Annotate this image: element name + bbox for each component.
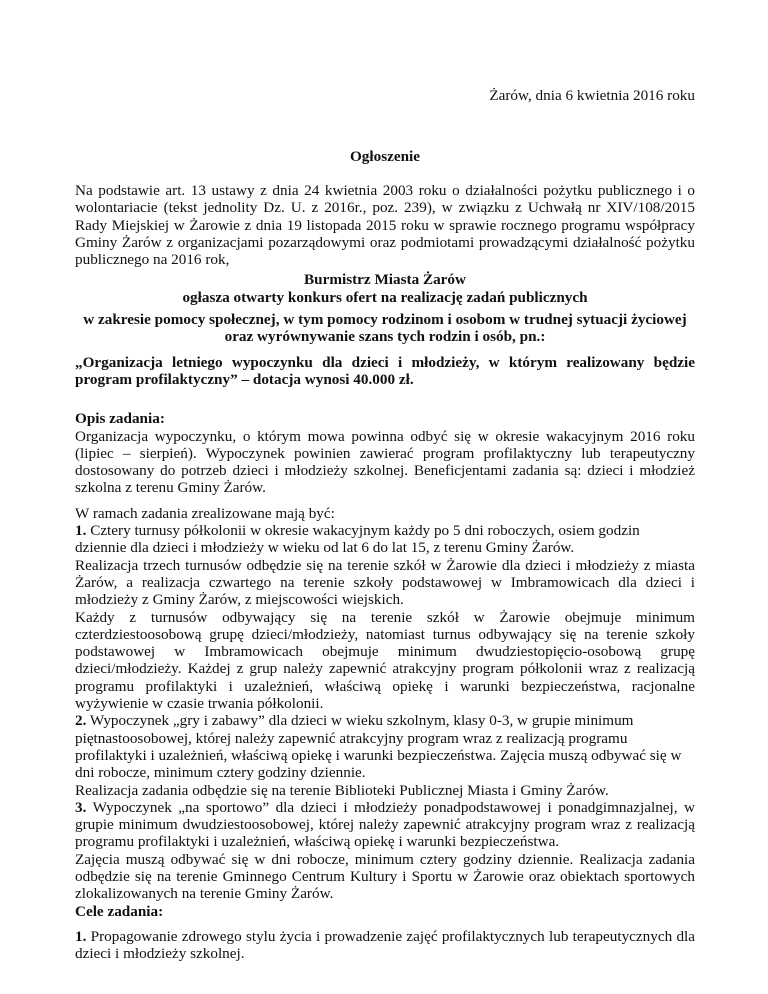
scope-item-2-text: Wypoczynek „gry i zabawy” dla dzieci w wieku szkolnym, klasy 0-3, w grupie minimum	[86, 712, 634, 730]
scope-item-1-paragraph-2: Realizacja trzech turnusów odbędzie się na terenie szkół w Żarowie dla dzieci i młodzieży z miasta Żarów, a realizacja czwartego na terenie szkoły podstawowej w Imbramowicach dla dzieci i młodzieży z Gminy Żarów, z miejscowości wiejskich.	[75, 556, 695, 609]
scope-item-1-number: 1.	[75, 522, 87, 540]
scope-item-2-line3: profilaktyki i uzależnień, właściwą opiekę i warunki bezpieczeństwa. Zajęcia muszą odbywać się w	[75, 746, 682, 764]
goals-item-1-text: Propagowanie zdrowego stylu życia i prowadzenie zajęć profilaktycznych lub terapeutycznych dla dzieci i młodzieży szkolnej.	[75, 927, 695, 963]
scope-item-2-line4: dni robocze, minimum cztery godziny dziennie.	[75, 764, 366, 782]
scope-item-2-line2: piętnastoosobowej, której należy zapewnić atrakcyjny program wraz z realizacją programu	[75, 729, 628, 747]
scope-lead: W ramach zadania zrealizowane mają być:	[75, 504, 335, 522]
scope-item-1-line2: dziennie dla dzieci i młodzieży w wieku od lat 6 do lat 15, z terenu Gminy Żarów.	[75, 539, 575, 557]
announcement-subject: ogłasza otwarty konkurs ofert na realizację zadań publicznych	[182, 288, 588, 306]
goals-item-1-number: 1.	[75, 927, 87, 945]
announcement-issuer: Burmistrz Miasta Żarów	[304, 271, 466, 289]
goals-item-1	[75, 928, 695, 963]
scope-item-2-line5: Realizacja zadania odbędzie się na terenie Biblioteki Publicznej Miasta i Gminy Żarów.	[75, 781, 609, 799]
description-heading: Opis zadania:	[75, 410, 165, 428]
document-date: Żarów, dnia 6 kwietnia 2016 roku	[489, 87, 695, 104]
goals-heading: Cele zadania:	[75, 902, 164, 920]
scope-item-2-number: 2.	[75, 712, 87, 730]
scope-item-3-paragraph-2: Zajęcia muszą odbywać się w dni robocze, minimum cztery godziny dziennie. Realizacja zadania odbędzie się na terenie Gminnego Centrum Kultury i Sportu w Żarowie oraz obiektach sportowych zlokalizowanych na terenie Gminy Żarów.	[75, 850, 695, 903]
scope-item-1-paragraph-3: Każdy z turnusów odbywający się na terenie szkół w Żarowie obejmuje minimum czterdziestoosobową grupę dzieci/młodzieży, natomiast turnus odbywający się na terenie szkoły podstawowej w Imbramowicach obejmuje minimum dwudziestopięcio-osobową grupę dzieci/młodzieży. Każdej z grup należy zapewnić atrakcyjny program półkolonii wraz z realizacją programu profilaktyki i uzależnień, właściwą opiekę i warunki bezpieczeństwa, racjonalne wyżywienie w czasie trwania półkolonii.	[75, 608, 695, 713]
document-title: Ogłoszenie	[349, 148, 421, 165]
scope-item-3-number: 3.	[75, 798, 87, 816]
description-text: Organizacja wypoczynku, o którym mowa powinna odbyć się w okresie wakacyjnym 2016 roku (lipiec – sierpień). Wypoczynek powinien zawierać program profilaktyczny lub terapeutyczny dostosowany do potrzeb dzieci i młodzieży szkolnej. Beneficjentami zadania są: dzieci i młodzież szkolna z terenu Gminy Żarów.	[75, 427, 695, 497]
scope-item-1-line1	[75, 522, 695, 539]
scope-item-1-text: Cztery turnusy półkolonii w okresie wakacyjnym każdy po 5 dni roboczych, osiem godzin	[86, 522, 640, 540]
task-title: „Organizacja letniego wypoczynku dla dzieci i młodzieży, w którym realizowany będzie program profilaktyczny” – dotacja wynosi 40.000 zł.	[75, 353, 695, 388]
document-body	[75, 182, 695, 962]
announcement-scope-line1: w zakresie pomocy społecznej, w tym pomocy rodzinom i osobom w trudnej sytuacji życiowej	[83, 311, 687, 329]
announcement-scope-line2: oraz wyrównywanie szans tych rodzin i osób, pn.:	[224, 328, 546, 346]
scope-item-3-text: Wypoczynek „na sportowo” dla dzieci i młodzieży ponadpodstawowej i ponadgimnazjalnej, w grupie minimum dwudziestoosobowej, której należy zapewnić atrakcyjny program wraz z realizacją programu profilaktyki i uzależnień, właściwą opiekę i warunki bezpieczeństwa.	[75, 798, 695, 851]
intro-paragraph: Na podstawie art. 13 ustawy z dnia 24 kwietnia 2003 roku o działalności pożytku publicznego i o wolontariacie (tekst jednolity Dz. U. z 2016r., poz. 239), w związku z Uchwałą nr XIV/108/2015 Rady Miejskiej w Żarowie z dnia 19 listopada 2015 roku w sprawie rocznego programu współpracy Gminy Żarów z organizacjami pozarządowymi oraz podmiotami prowadzącymi działalność pożytku publicznego na 2016 rok,	[75, 182, 695, 269]
scope-item-3	[75, 799, 695, 851]
scope-item-2-line1	[75, 712, 695, 729]
